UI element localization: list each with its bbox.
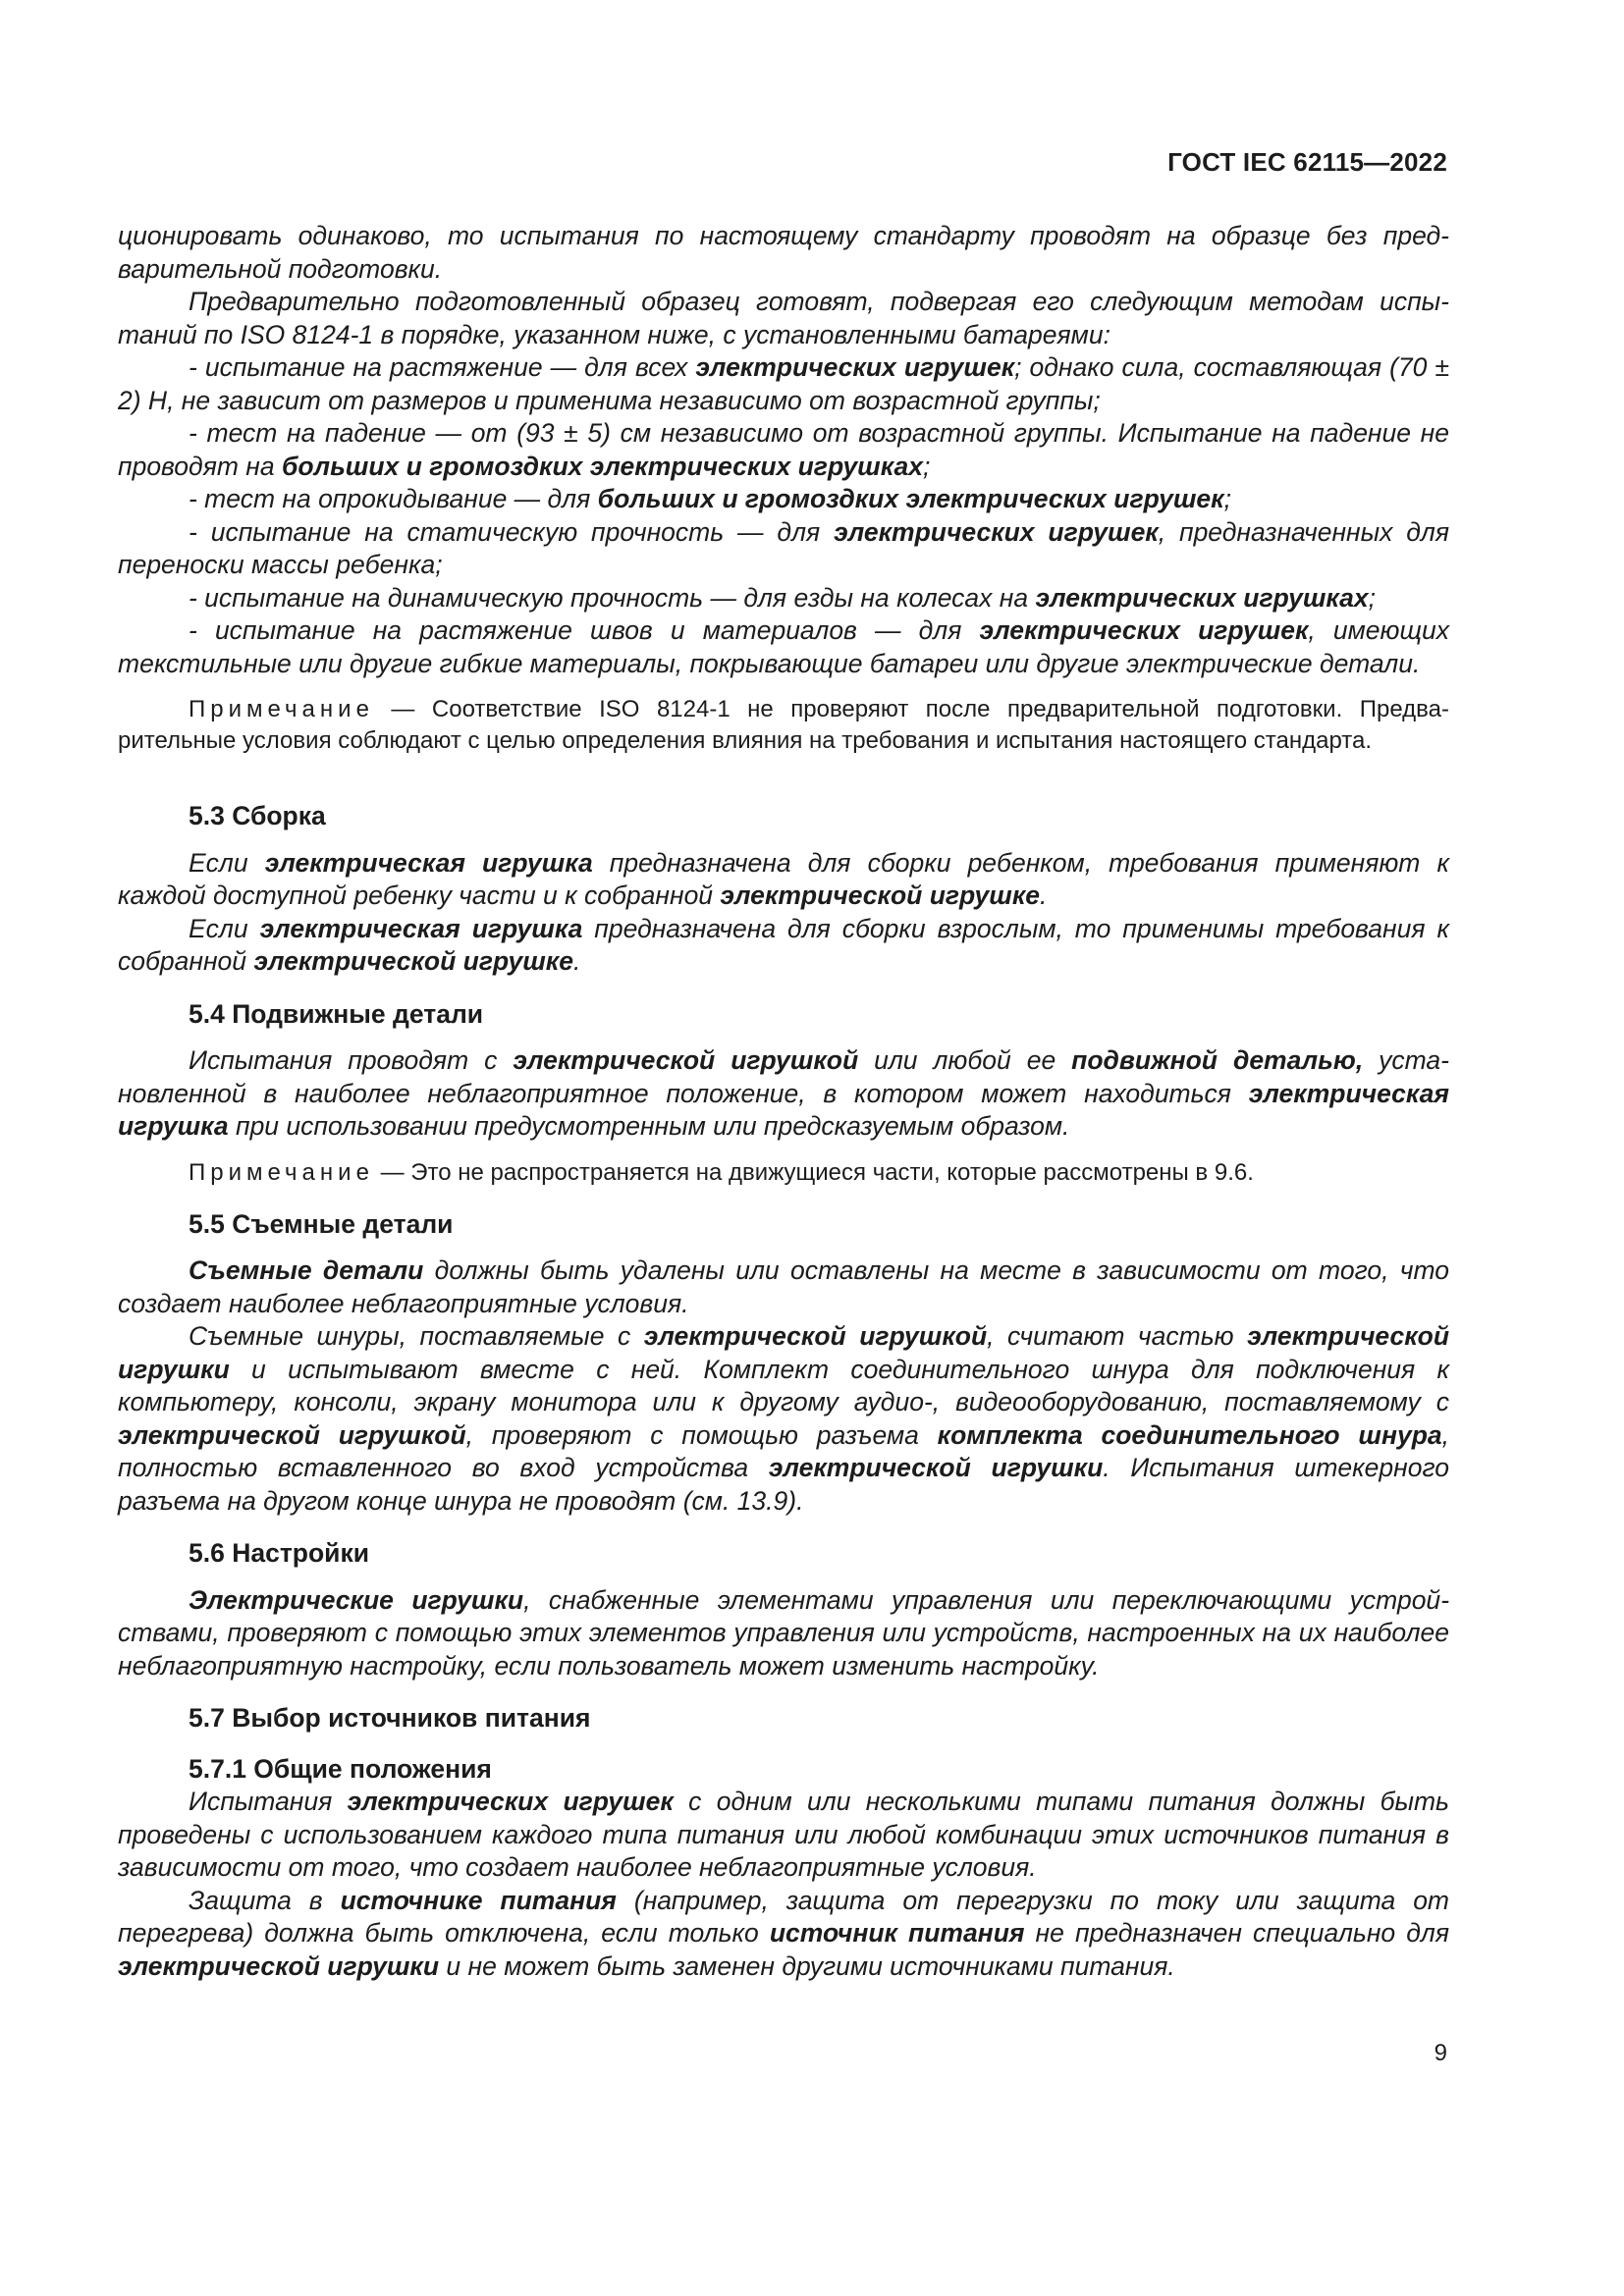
defined-term: электрической игрушкой: [643, 1321, 988, 1351]
paragraph-power-supply-types: [118, 1786, 1449, 1885]
text: или любой ее: [858, 1045, 1072, 1075]
list-item-dynamic-strength-test: [118, 582, 1449, 615]
defined-term: источник питания: [769, 1918, 1025, 1948]
text: - испытание на растяжение — для всех: [189, 352, 696, 382]
defined-term: электрическая игрушка: [264, 847, 593, 878]
note-text: — Соответствие ISO 8124-1 не проверяют после предварительной подготовки. Предварительные условия соблюдают с целью определения влияния на требования и испытания настоящего стандарта.: [118, 696, 1449, 754]
list-item-drop-test: [118, 417, 1449, 483]
text: Защита в: [189, 1885, 341, 1915]
text: , проверяют с помощью разъема: [465, 1419, 938, 1450]
text: Если: [189, 847, 265, 878]
text: ционировать одинаково, то испытания по настоящему стандарту проводят на образце без предварительной подготовки.: [118, 221, 1449, 284]
defined-term: электрической игрушке: [720, 881, 1041, 910]
defined-term: комплекта соединительного шнура: [937, 1419, 1442, 1450]
paragraph-assembly-adult: [118, 913, 1449, 979]
section-heading-5-6: 5.6 Настройки: [189, 1538, 370, 1568]
note-text: — Это не распространяется на движущиеся части, которые рассмотрены в 9.6.: [373, 1158, 1254, 1186]
defined-term: электрической игрушки: [118, 1950, 440, 1981]
text: , предназначенных для переноски массы ребенка;: [118, 516, 1449, 579]
text: - испытание на растяжение швов и материалов — для: [189, 615, 980, 645]
text: Испытания проводят с: [189, 1045, 514, 1075]
section-heading-5-4: 5.4 Подвижные детали: [189, 998, 484, 1029]
text: ;: [1368, 582, 1377, 613]
text: , считают частью: [987, 1321, 1248, 1351]
defined-term: электрическая игрушка: [118, 1078, 1449, 1141]
list-item-tip-over-test: [118, 483, 1449, 516]
list-item-static-strength-test: [118, 516, 1449, 582]
section-heading-5-3: 5.3 Сборка: [189, 801, 326, 830]
text: и испытывают вместе с ней. Комплект соединительного шнура для подключения к компьютеру, консоли, экрану монитора или к другому аудио-, видеооборудованию, поставляемому с: [118, 1354, 1449, 1416]
defined-term: Электрические игрушки: [189, 1584, 524, 1615]
defined-term: электрическая игрушка: [259, 913, 583, 943]
text: ; однако сила, составляющая (70 ± 2) Н, не зависит от размеров и применима независимо от возрастной группы;: [118, 352, 1449, 415]
paragraph-assembly-child: [118, 847, 1449, 913]
paragraph-detachable-parts: [118, 1255, 1449, 1320]
paragraph-continuation: [118, 220, 1449, 286]
paragraph-power-supply-protection: [118, 1885, 1449, 1984]
defined-term: Съемные детали: [189, 1255, 424, 1285]
text: с одним или несколькими типами питания должны быть проведены с использованием каждого типа питания или любой комбинации этих источников питания в зависимости от того, что создает наиболее неблагоприятные условия.: [118, 1787, 1449, 1882]
text: - тест на опрокидывание — для: [189, 484, 598, 513]
text: Если: [189, 913, 260, 943]
note-label: Примечание: [189, 1158, 374, 1186]
paragraph-moving-parts: [118, 1044, 1449, 1144]
text: ;: [922, 451, 931, 481]
defined-term: электрических игрушках: [1035, 582, 1369, 613]
text: установленной в наиболее неблагоприятное положение, в котором может находиться: [118, 1045, 1449, 1108]
paragraph-detachable-cords: [118, 1320, 1449, 1518]
text: , имеющих текстильные или другие гибкие материалы, покрывающие батареи или другие электрические детали.: [118, 615, 1449, 678]
page-content: [118, 220, 1449, 1983]
defined-term: электрических игрушек: [347, 1787, 674, 1816]
text: ;: [1223, 484, 1231, 513]
list-item-seam-tension-test: [118, 614, 1449, 680]
defined-term: источнике питания: [340, 1885, 617, 1915]
text: - испытание на динамическую прочность — для езды на колесах на: [189, 582, 1036, 613]
defined-term: подвижной деталью,: [1071, 1045, 1364, 1075]
text: . Испытания штекерного разъема на другом конце шнура не проводят (см. 13.9).: [118, 1453, 1449, 1516]
text: и не может быть заменен другими источниками питания.: [439, 1950, 1175, 1981]
text: должны быть удалены или оставлены на месте в зависимости от того, что создает наиболее неблагоприятные условия.: [118, 1255, 1449, 1318]
paragraph-preconditioning: [118, 286, 1449, 351]
text: - тест на падение — от (93 ± 5) см независимо от возрастной группы. Испытание на падение не проводят на: [118, 418, 1449, 481]
defined-term: электрических игрушек: [834, 516, 1159, 547]
text: Съемные шнуры, поставляемые с: [189, 1321, 644, 1351]
note-preconditioning: [118, 694, 1449, 757]
section-heading-5-7: 5.7 Выбор источников питания: [189, 1703, 591, 1733]
defined-term: электрических игрушек: [979, 615, 1309, 645]
defined-term: электрической игрушкой: [118, 1419, 466, 1450]
text: Испытания: [189, 1787, 348, 1816]
note-label: Примечание: [189, 696, 374, 722]
section-heading-5-7-1: 5.7.1 Общие положения: [189, 1753, 492, 1784]
defined-term: электрической игрушке: [253, 946, 573, 976]
text: .: [572, 946, 581, 976]
text: (например, защита от перегрузки по току или защита от перегрева) должна быть отключена, если только: [118, 1885, 1450, 1948]
section-heading-5-5: 5.5 Съемные детали: [189, 1208, 454, 1239]
text: предназначена для сборки ребенком, требования применяют к каждой доступной ребенку части и к собранной: [118, 847, 1449, 910]
defined-term: электрических игрушек: [695, 352, 1015, 382]
defined-term: электрической игрушки: [118, 1321, 1450, 1384]
defined-term: больших и громоздких электрических игрушках: [281, 451, 923, 481]
defined-term: электрической игрушкой: [513, 1045, 859, 1075]
text: Предварительно подготовленный образец готовят, подвергая его следующим методам испытаний по ISO 8124-1 в порядке, указанном ниже, с установленными батареями:: [118, 287, 1449, 349]
page-number: 9: [1434, 2040, 1447, 2066]
defined-term: больших и громоздких электрических игрушек: [597, 484, 1224, 513]
defined-term: электрической игрушки: [768, 1453, 1104, 1482]
note-moving-parts: [118, 1157, 1449, 1189]
document-code-header: ГОСТ IEC 62115—2022: [1167, 147, 1447, 177]
text: предназначена для сборки взрослым, то применимы требования к собранной: [118, 913, 1449, 976]
text: при использовании предусмотренным или предсказуемым образом.: [228, 1111, 1070, 1141]
text: , снабженные элементами управления или переключающими устройствами, проверяют с помощью этих элементов управления или устройств, настроенных на их наиболее неблагоприятную настройку, если пользователь может изменить настройку.: [118, 1584, 1450, 1681]
text: , полностью вставленного во вход устройства: [118, 1419, 1449, 1482]
text: .: [1040, 881, 1048, 910]
list-item-tension-test: [118, 351, 1449, 417]
text: не предназначен специально для: [1024, 1918, 1449, 1948]
text: - испытание на статическую прочность — для: [189, 516, 835, 547]
paragraph-settings: [118, 1584, 1449, 1683]
